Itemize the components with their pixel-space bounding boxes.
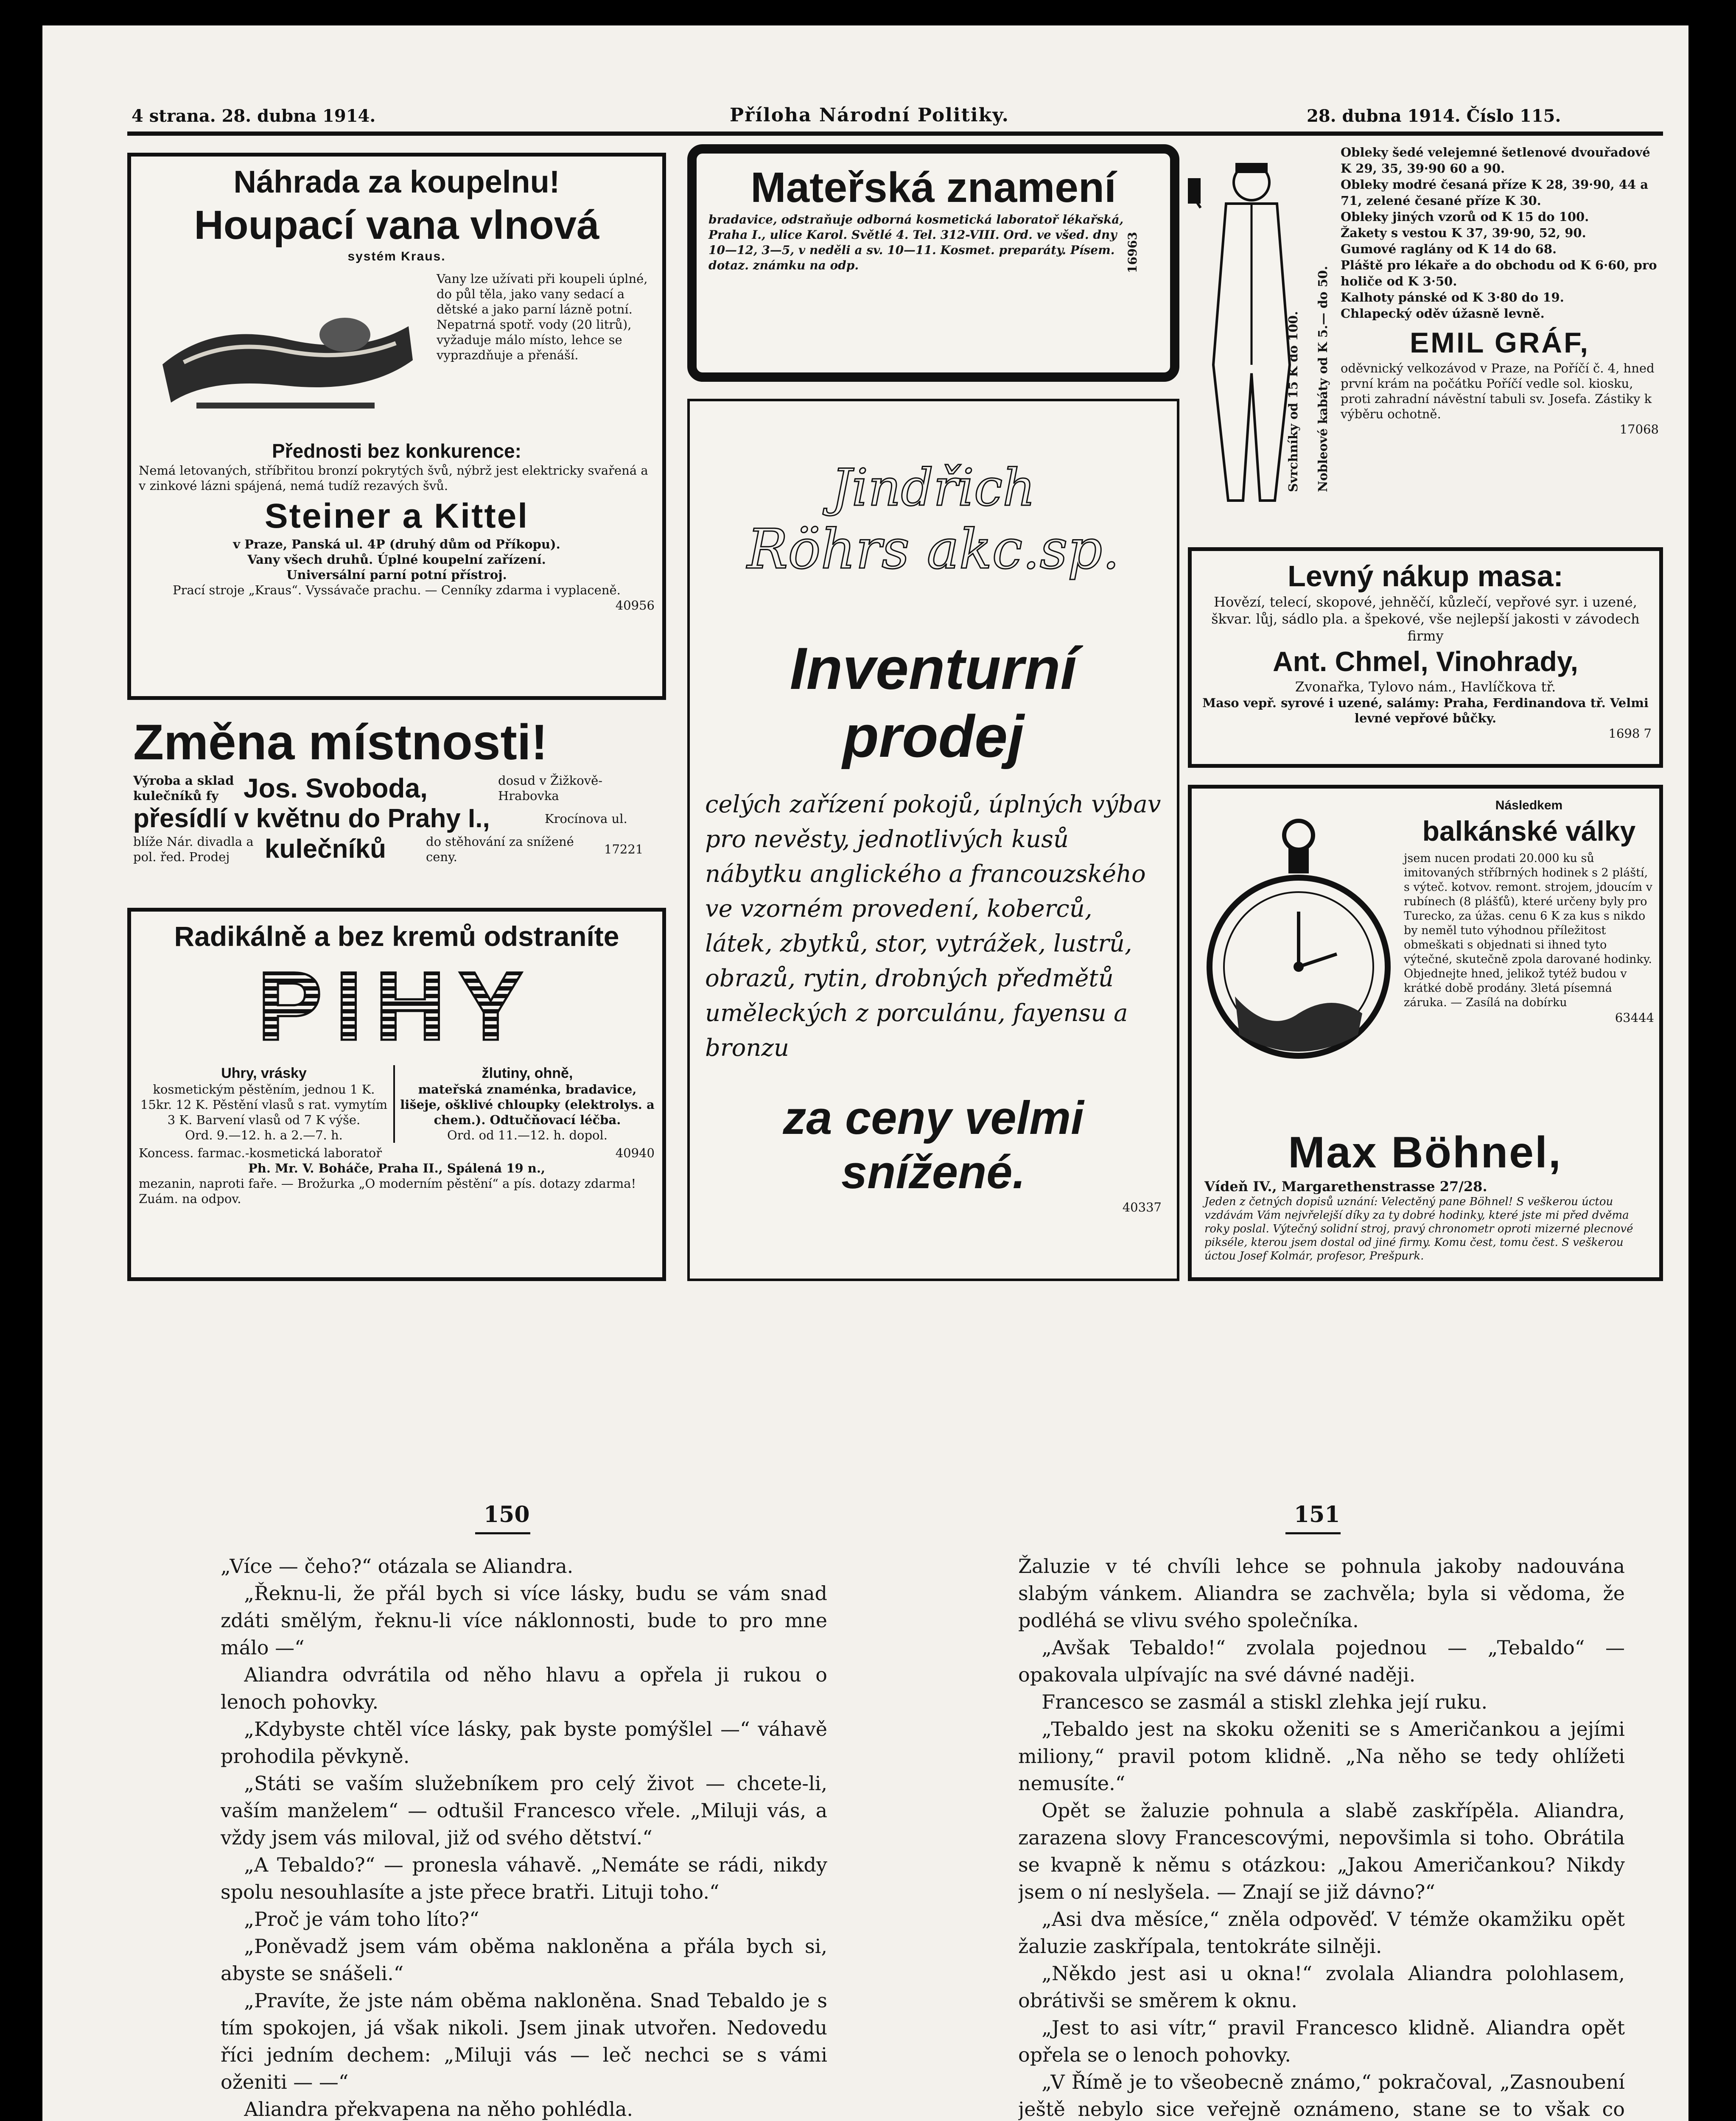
book-paragraph: „Avšak Tebaldo!“ zvolala pojednou — „Tebaldo“ — opakovala ulpívajíc na své dávné naději. xyxy=(1018,1636,1625,1686)
book-paragraph: Žaluzie v té chvíli lehce se pohnula jakoby nadouvána slabým vánkem. Aliandra se zachvěla; byla si vědoma, že podléhá se vlivu svého společníka. xyxy=(1018,1555,1625,1632)
ad-bath xyxy=(127,153,666,700)
ad-rohrs-headline1: Inventurní xyxy=(790,635,1077,702)
ad-bath-line2: Universální parní potní přístroj. xyxy=(286,568,507,582)
newspaper-page xyxy=(42,25,1688,2121)
ad-freckles-col2-title: žlutiny, ohně, xyxy=(482,1065,573,1081)
ad-rohrs-ref: 40337 xyxy=(1122,1200,1162,1214)
ad-moving-near: blíže Nár. divadla a pol. řed. Prodej xyxy=(133,834,254,864)
ad-graf-line: Pláště pro lékaře a do obchodu od K 6·60, pro holiče od K 3·50. xyxy=(1341,258,1657,288)
book-paragraph: „Proč je vám toho líto?“ xyxy=(244,1908,479,1931)
ad-watch-top-small: Následkem xyxy=(1495,798,1563,812)
ad-watch xyxy=(1188,785,1663,1281)
ad-graf-side-right: Nobleové kabáty od K 5.— do 50. xyxy=(1316,266,1330,492)
ad-bath-ref: 40956 xyxy=(615,598,655,613)
ad-freckles-doctor: Ph. Mr. V. Boháče, Praha II., Spálená 19 n., xyxy=(248,1161,546,1175)
ad-bath-line3: Prací stroje „Kraus“. Vyssávače prachu. — Cenníky zdarma i vyplaceně. xyxy=(173,583,621,597)
ad-rohrs-headline2: prodej xyxy=(843,703,1024,769)
ad-watch-testimonial: Jeden z četných dopisů uznání: Velectěný pane Böhnel! S veškerou úctou vzdávám Vám nejvřelejší díky za ty dobré hodinky, které jste mi před dvěma roky poslal. Výtečný solidní stroj, pravý chronometr oproti mizerné plecnové pikséle, kterou jsem dostal od jiné firmy. Komu čest, tomu čest. S veškerou úctou Josef Kolmár, profesor, Prešpurk. xyxy=(1204,1195,1633,1262)
book-paragraph: „Poněvadž jsem vám oběma nakloněna a přála bych si, abyste se snášeli.“ xyxy=(221,1935,827,1985)
book-paragraph: „Řeknu-li, že přál bych si více lásky, budu se vám snad zdáti smělým, řeknu-li více náklonnosti, bude to pro mne málo —“ xyxy=(221,1582,827,1659)
ad-meat-footer: Maso vepř. syrové i uzené, salámy: Praha, Ferdinandova tř. Velmi levné vepřové bůčky. xyxy=(1202,696,1649,725)
book-paragraph: Francesco se zasmál a stiskl zlehka její ruku. xyxy=(1042,1690,1488,1713)
ad-bath-address: v Praze, Panská ul. 4P (druhý dům od Příkopu). xyxy=(233,537,560,551)
ad-moving-lead: Výroba a sklad kulečníků fy xyxy=(133,773,234,803)
ad-graf-side-left: Svrchníky od 15 K do 100. xyxy=(1286,311,1300,492)
ad-rohrs-body: celých zařízení pokojů, úplných výbav pro nevěsty, jednotlivých kusů nábytku anglického a francouzského ve vzorném provedení, koberců, látek, zbytků, stor, vytrážek, lustrů, obrazů, rytin, drobných předmětů uměleckých z porculánu, fayensu a bronzu xyxy=(705,791,1161,1062)
book-paragraph: „Pravíte, že jste nám oběma nakloněna. Snad Tebaldo je s tím spokojen, já však nikoli. Jsem jinak utvořen. Nedovedu říci jedním dechem: „Miluji vás — leč nechci se s vámi oženiti — —“ xyxy=(221,1989,827,2093)
ad-graf-line: Obleky šedé velejemné šetlenové dvouřadové K 29, 35, 39·90 60 a 90. xyxy=(1341,145,1650,176)
ad-graf-name: EMIL GRÁF, xyxy=(1409,327,1590,359)
book-paragraph: Opět se žaluzie pohnula a slabě zaskřípěla. Aliandra, zarazena slovy Francescovými, nepovšimla si toho. Obrátila se kvapně k němu s otázkou: „Jakou Američankou? Nikdy jsem o ní neslyšela. — Znají se již dávno?“ xyxy=(1018,1799,1625,1903)
header-left: 4 strana. 28. dubna 1914. xyxy=(132,106,376,126)
rohrs-logo-line1: Jindřich xyxy=(831,459,1036,518)
book-paragraph: „Asi dva měsíce,“ zněla odpověď. V témže okamžiku opět žaluzie zaskřípala, tentokráte silněji. xyxy=(1018,1908,1625,1958)
ad-watch-body: jsem nucen prodati 20.000 ku sů imitovaných stříbrných hodinek s 2 pláští, s výteč. kotvov. remont. strojem, jdoucím v rubínech (8 plášťů), které určeny byly pro Turecko, za úžas. cenu 6 K za kus s nikdo by neměl tuto výhodnou příležitost obmeškati s objednati si ihned tyto výtečné, skutečně zpola darované hodinky. Objednejte hned, jelikož tytéž budou v krátké době prodány. 3letá písemná záruka. — Zasílá na dobírku xyxy=(1404,852,1652,1009)
ad-freckles-ref: 40940 xyxy=(615,1146,655,1160)
book-paragraph: „Tebaldo jest na skoku oženiti se s Američankou a jejími miliony,“ pravil potom klidně. „Na něho se tedy ohlížeti nemusíte.“ xyxy=(1018,1718,1625,1795)
ad-freckles-col1: kosmetickým pěstěním, jednou 1 K. 15kr. 12 K. Pěstění vlasů s rat. vymytím 3 K. Barvení vlasů od 7 K výše. xyxy=(140,1082,388,1127)
ad-bath-advantages: Nemá letovaných, stříbřitou bronzí pokrytých švů, nýbrž jest elektricky svařená a v zinkové lázni spájená, nemá tudíž rezavých švů. xyxy=(139,463,648,493)
ad-moving-ref: 17221 xyxy=(604,842,644,856)
ad-watch-address: Vídeň IV., Margarethenstrasse 27/28. xyxy=(1204,1178,1487,1195)
ad-moving-name: Jos. Svoboda, xyxy=(244,773,428,803)
ad-freckles-col1-hours: Ord. 9.—12. h. a 2.—7. h. xyxy=(185,1128,343,1142)
ad-bath-advantages-title: Přednosti bez konkurence: xyxy=(272,440,521,462)
ad-graf-line: Obleky modré česaná příze K 28, 39·90, 44 a 71, zelené česané příze K 30. xyxy=(1341,177,1649,208)
book-paragraph: „Státi se vaším služebníkem pro celý život — chcete-li, vaším manželem“ — odtušil Francesco vřele. „Miluji vás, a vždy jsem vás miloval, již od svého dětství.“ xyxy=(221,1772,827,1849)
ad-moving-moves: přesídlí v květnu do Prahy I., xyxy=(133,804,490,833)
book-paragraph: „A Tebaldo?“ — pronesla váhavě. „Nemáte se rádi, nikdy spolu nesouhlasíte a jste přece bratři. Lituji toho.“ xyxy=(221,1853,827,1903)
pocket-watch-illustration xyxy=(1201,806,1396,1102)
book-left-column xyxy=(221,1553,827,2121)
ad-rohrs xyxy=(687,399,1179,1281)
ad-freckles-title: Radikálně a bez kremů odstraníte xyxy=(174,921,619,952)
ad-graf-line: Obleky jiných vzorů od K 15 do 100. xyxy=(1341,210,1589,224)
header-right: 28. dubna 1914. Číslo 115. xyxy=(1307,106,1561,126)
book-right-column xyxy=(1018,1553,1625,2121)
ad-meat-ref: 1698 7 xyxy=(1608,726,1652,741)
ad-birthmarks-body: bradavice, odstraňuje odborná kosmetická laboratoř lékařská, Praha I., ulice Karol. Světlé 4. Tel. 312-VIII. Ord. ve všed. dny 10—12, 3—5, v neděli a sv. 10—11. Kosmet. preparáty. Písem. dotaz. známku na odp. xyxy=(708,213,1124,272)
book-left-page-rule xyxy=(475,1532,530,1534)
ad-graf-ref: 17068 xyxy=(1619,422,1659,437)
ad-graf-line: Žakety s vestou K 37, 39·90, 52, 90. xyxy=(1341,226,1586,240)
book-right-page-number: 151 xyxy=(1294,1502,1340,1528)
ad-meat-address: Zvonařka, Tylovo nám., Havlíčkova tř. xyxy=(1295,679,1556,695)
ad-rohrs-footer2: snížené. xyxy=(841,1146,1026,1198)
ad-freckles-footer: mezanin, naproti faře. — Brožurka „O moderním pěstění“ a pís. dotazy zdarma! Zuám. na odpov. xyxy=(139,1176,636,1206)
book-paragraph: „Více — čeho?“ otázala se Aliandra. xyxy=(221,1555,574,1578)
ad-meat-body: Hovězí, telecí, skopové, jehněčí, kůzlečí, vepřové syr. i uzené, škvar. lůj, sádlo pla. a špekové, vše nejlepší jakosti v závodech firmy xyxy=(1211,594,1640,644)
ad-moving-side2: Krocínova ul. xyxy=(545,811,627,826)
book-paragraph: Aliandra překvapena na něho pohlédla. xyxy=(244,2098,633,2121)
ad-birthmarks-ref: 16963 xyxy=(1126,232,1140,273)
book-paragraph: „Kdybyste chtěl více lásky, pak byste pomýšlel —“ váhavě prohodila pěvkyně. xyxy=(221,1718,827,1768)
book-paragraph: „Jest to asi vítr,“ pravil Francesco klidně. Aliandra opět opřela se o lenoch pohovky. xyxy=(1018,2016,1625,2066)
rohrs-logo-line2: Röhrs akc.sp. xyxy=(747,518,1120,581)
ad-graf-body: oděvnický velkozávod v Praze, na Poříčí č. 4, hned první krám na počátku Poříčí vedle sol. kiosku, proti zahradní návěstní tabuli sv. Josefa. Zástiky k výběru ochotně. xyxy=(1341,361,1655,421)
ad-freckles-col1-title: Uhry, vrásky xyxy=(221,1065,307,1081)
book-paragraph: Aliandra odvrátila od něho hlavu a opřela ji rukou o lenoch pohovky. xyxy=(221,1663,827,1713)
ad-meat xyxy=(1188,547,1663,768)
ad-moving-title: Změna místnosti! xyxy=(133,714,548,770)
ad-graf-line: Chlapecký oděv úžasně levně. xyxy=(1341,306,1545,321)
ad-freckles-big: PIHY xyxy=(139,953,655,1059)
book-right-page-rule xyxy=(1285,1532,1341,1534)
book-left-page-number: 150 xyxy=(484,1502,530,1528)
ad-graf-line: Kalhoty pánské od K 3·80 do 19. xyxy=(1341,290,1564,305)
ad-bath-firm: Steiner a Kittel xyxy=(264,497,529,535)
ad-moving-billiards: kulečníků xyxy=(265,834,386,864)
ad-birthmarks xyxy=(687,144,1179,382)
book-paragraph: „V Římě je to všeobecně známo,“ pokračoval, „Zasnoubení ještě nebylo sice veřejně oznámeno, stane se to však co xyxy=(1018,2071,1625,2121)
ad-bath-system: systém Kraus. xyxy=(347,249,446,263)
ad-graf-line: Gumové raglány od K 14 do 68. xyxy=(1341,242,1557,256)
bathtub-illustration xyxy=(139,271,432,432)
ad-freckles-concession: Koncess. farmac.-kosmetická laboratoř xyxy=(139,1146,382,1160)
ad-watch-top-title: balkánské války xyxy=(1422,815,1636,847)
ad-bath-headline: Náhrada za koupelnu! xyxy=(233,164,560,199)
ad-moving-side3: do stěhování za snížené ceny. xyxy=(426,834,574,864)
ad-freckles-col2-hours: Ord. od 11.—12. h. dopol. xyxy=(447,1128,608,1142)
ad-meat-firm: Ant. Chmel, Vinohrady, xyxy=(1273,646,1578,677)
ad-watch-firm: Max Böhnel, xyxy=(1288,1128,1562,1177)
ad-bath-line1: Vany všech druhů. Úplné koupelní zařízení. xyxy=(247,552,546,567)
ad-birthmarks-title: Mateřská znamení xyxy=(750,164,1116,211)
ad-freckles-col2: mateřská znaménka, bradavice, lišeje, ošklivé chloupky (elektrolys. a chem.). Odtučňovací léčba. xyxy=(400,1082,655,1127)
rohrs-logo xyxy=(705,414,1162,626)
ad-bath-title: Houpací vana vlnová xyxy=(194,202,599,248)
ad-moving xyxy=(127,713,666,895)
header-center: Příloha Národní Politiky. xyxy=(730,104,1009,126)
ad-meat-title: Levný nákup masa: xyxy=(1288,560,1563,593)
ad-rohrs-footer1: za ceny velmi xyxy=(783,1092,1084,1144)
book-paragraph: „Někdo jest asi u okna!“ zvolala Aliandra polohlasem, obrátivši se směrem k oknu. xyxy=(1018,1962,1625,2012)
ad-moving-side1: dosud v Žižkově-Hrabovka xyxy=(498,773,603,803)
ad-freckles xyxy=(127,908,666,1281)
ad-graf xyxy=(1188,144,1663,534)
ad-watch-ref: 63444 xyxy=(1615,1010,1654,1025)
ad-graf-list xyxy=(1341,144,1659,437)
ad-bath-body: Vany lze užívati při koupeli úplné, do půl těla, jako vany sedací a dětské a jako parní lázně potní. Nepatrná spotř. vody (20 litrů), vyžaduje málo místo, lehce se vyprazdňuje a přenáší. xyxy=(436,271,648,362)
header-rule xyxy=(127,132,1663,136)
